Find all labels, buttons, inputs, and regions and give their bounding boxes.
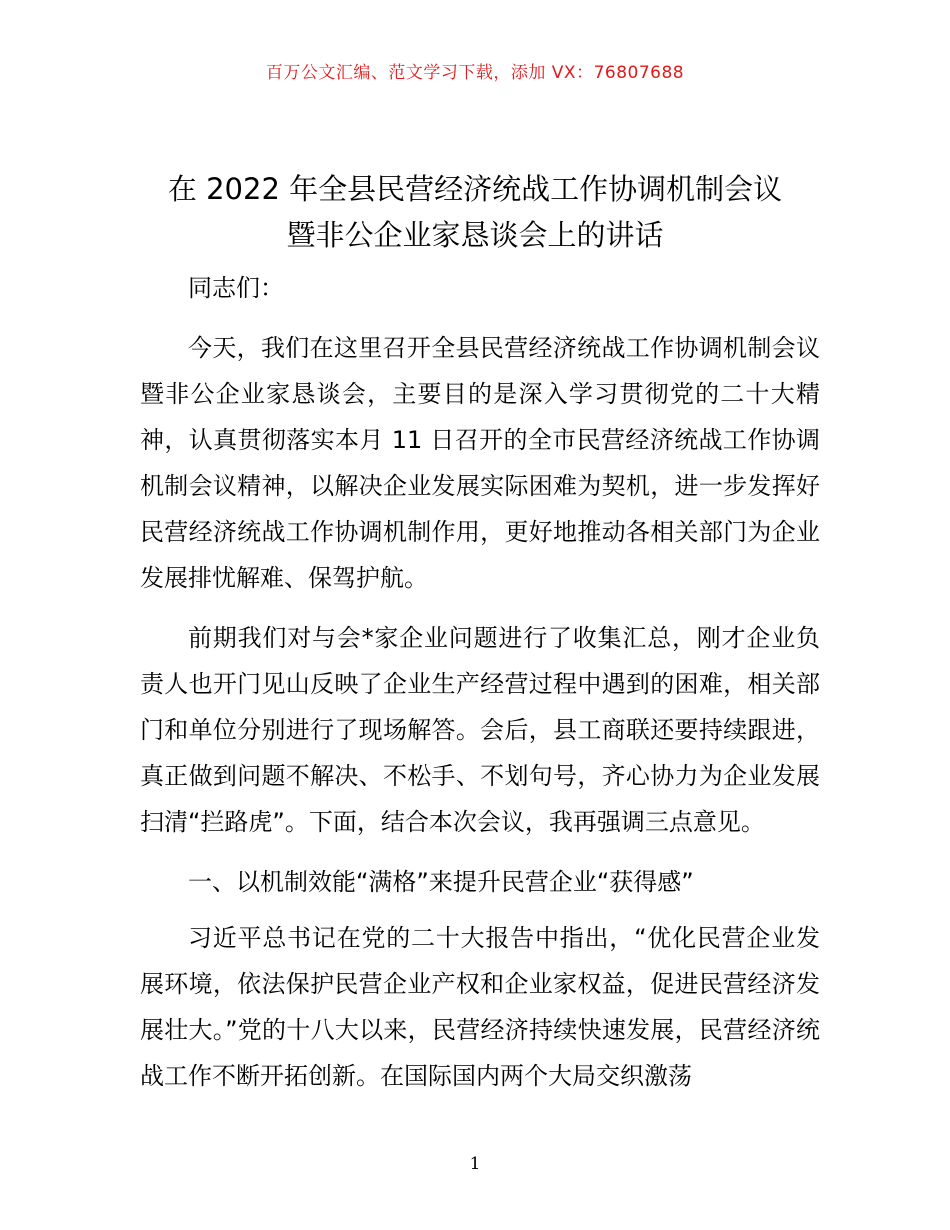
header-download-note: 百万公文汇编、范文学习下载，添加 VX：76807688 bbox=[265, 63, 685, 83]
document-body bbox=[140, 265, 820, 1113]
title-line-1: 在 2022 年全县民营经济统战工作协调机制会议 bbox=[167, 172, 783, 206]
paragraph-intro: 今天，我们在这里召开全县民营经济统战工作协调机制会议暨非公企业家恳谈会，主要目的是深入学习贯彻党的二十大精神，认真贯彻落实本月 11 日召开的全市民营经济统战工作协调机制会议精神，以解决企业发展实际困难为契机，进一步发挥好民营经济统战工作协调机制作用，更好地推动各相关部门为企业发展排忧解难、保驾护航。 bbox=[140, 334, 820, 592]
section-heading-1: 一、以机制效能“满格”来提升民营企业“获得感” bbox=[188, 868, 694, 896]
paragraph-section-1: 习近平总书记在党的二十大报告中指出，“优化民营企业发展环境，依法保护民营企业产权和企业家权益，促进民营经济发展壮大。”党的十八大以来，民营经济持续快速发展，民营经济统战工作不断开拓创新。在国际国内两个大局交织激荡 bbox=[140, 924, 820, 1090]
paragraph-preliminary: 前期我们对与会*家企业问题进行了收集汇总，刚才企业负责人也开门见山反映了企业生产经营过程中遇到的困难，相关部门和单位分别进行了现场解答。会后，县工商联还要持续跟进，真正做到问题不解决、不松手、不划句号，齐心协力为企业发展扫清“拦路虎”。下面，结合本次会议，我再强调三点意见。 bbox=[140, 624, 820, 836]
page-number: 1 bbox=[469, 1154, 481, 1174]
title-line-2: 暨非公企业家恳谈会上的讲话 bbox=[286, 218, 664, 252]
document-title bbox=[90, 166, 860, 258]
salutation: 同志们： bbox=[188, 274, 284, 302]
